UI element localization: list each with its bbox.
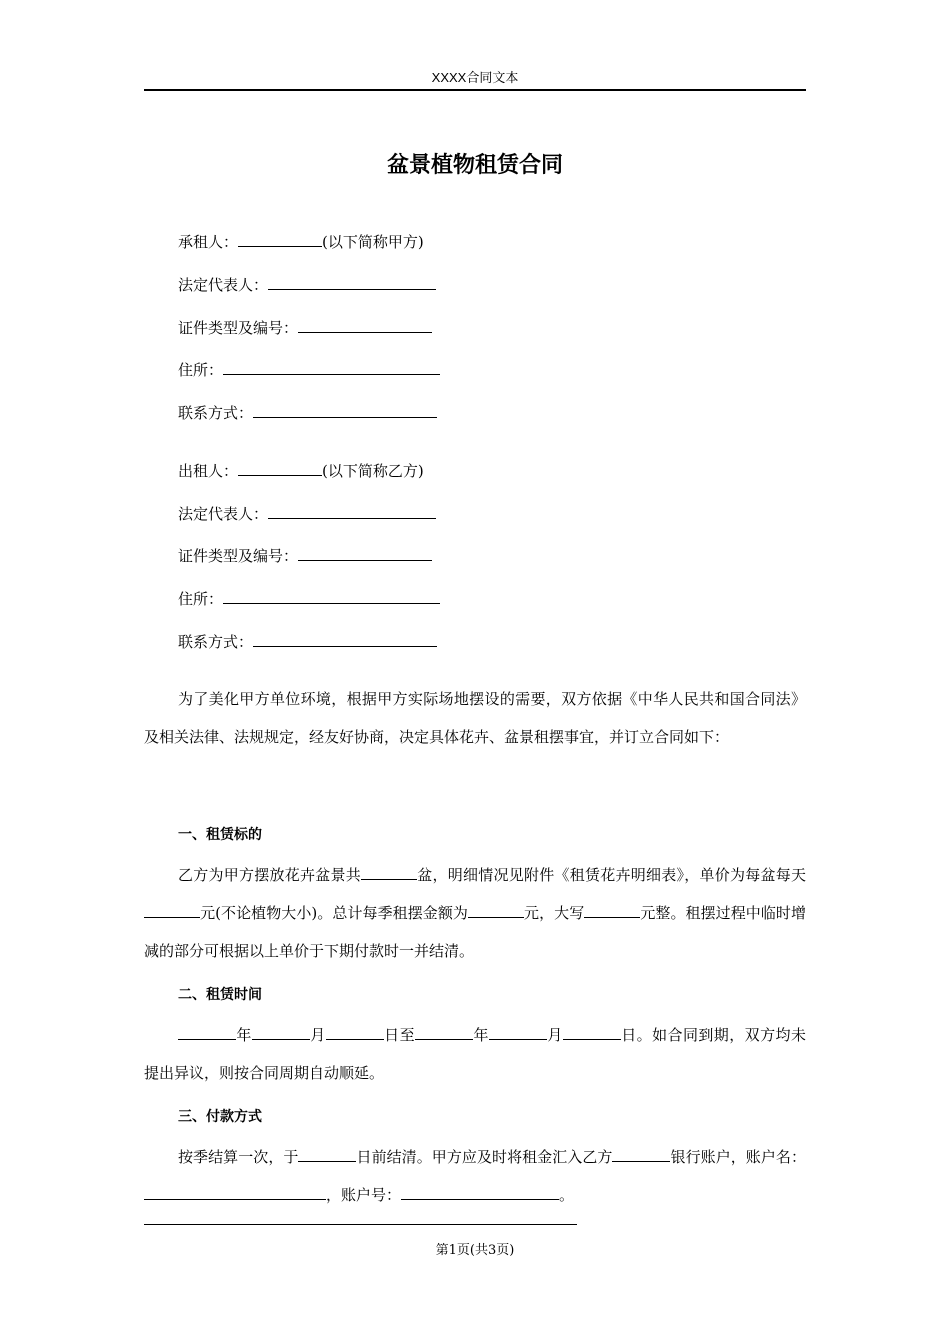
start-year-text: 年 bbox=[236, 1026, 252, 1044]
unit-price-blank[interactable] bbox=[144, 900, 200, 918]
party-a-name-blank[interactable] bbox=[238, 230, 322, 247]
party-b-addr-label: 住所： bbox=[178, 590, 224, 608]
party-a-addr-line bbox=[178, 358, 440, 380]
party-a-contact-label: 联系方式： bbox=[178, 404, 254, 422]
start-day-to-text: 日至 bbox=[383, 1026, 416, 1044]
pot-count-blank[interactable] bbox=[361, 862, 417, 880]
party-b-contact-label: 联系方式： bbox=[178, 633, 254, 651]
account-number-blank[interactable] bbox=[401, 1182, 559, 1200]
party-a-id-line bbox=[178, 316, 432, 338]
party-b-rep-blank[interactable] bbox=[268, 502, 436, 519]
end-month-text: 月 bbox=[546, 1026, 563, 1044]
party-b-rep-line bbox=[178, 502, 436, 524]
section-3-paragraph bbox=[144, 1138, 806, 1214]
end-year-blank[interactable] bbox=[415, 1022, 473, 1040]
account-name-blank[interactable] bbox=[144, 1182, 326, 1200]
bank-name-blank[interactable] bbox=[612, 1144, 670, 1162]
party-b-id-line bbox=[178, 544, 432, 566]
party-a-rep-label: 法定代表人： bbox=[178, 276, 269, 294]
party-a-addr-blank[interactable] bbox=[223, 358, 440, 375]
section-1-text-4: 元，大写 bbox=[523, 904, 585, 922]
section-3-heading: 三、付款方式 bbox=[178, 1109, 262, 1125]
party-b-addr-line bbox=[178, 587, 440, 609]
section-2-paragraph bbox=[144, 1016, 806, 1092]
party-b-name-label: 出租人： bbox=[178, 462, 239, 480]
section-1-text-5: 元整。租摆过程中临时增减的部分可根据以上单价于下期付款时一并结清。 bbox=[144, 904, 806, 960]
section-1-paragraph bbox=[144, 856, 806, 970]
party-b-contact-line bbox=[178, 630, 437, 652]
party-b-name-suffix: (以下简称乙方) bbox=[322, 462, 424, 480]
footer-divider bbox=[144, 1224, 577, 1225]
start-month-text: 月 bbox=[309, 1026, 326, 1044]
section-1-text-1: 乙方为甲方摆放花卉盆景共 bbox=[178, 866, 361, 884]
section-3-text-1: 按季结算一次，于 bbox=[178, 1148, 299, 1166]
party-b-id-blank[interactable] bbox=[298, 544, 432, 561]
party-a-name-suffix: (以下简称甲方) bbox=[322, 233, 424, 251]
section-1-text-2: 盆，明细情况见附件《租赁花卉明细表》，单价为每盆每天 bbox=[417, 866, 806, 884]
end-year-text: 年 bbox=[473, 1026, 489, 1044]
party-a-rep-blank[interactable] bbox=[268, 273, 436, 290]
amount-in-words-blank[interactable] bbox=[584, 900, 640, 918]
party-a-rep-line bbox=[178, 273, 436, 295]
party-b-name-line bbox=[178, 459, 424, 481]
section-1-text-3: 元(不论植物大小)。总计每季租摆金额为 bbox=[200, 904, 468, 922]
party-a-contact-blank[interactable] bbox=[253, 401, 437, 418]
end-month-blank[interactable] bbox=[489, 1022, 547, 1040]
page-header bbox=[144, 70, 806, 91]
document-title: 盆景植物租赁合同 bbox=[386, 153, 563, 178]
party-b-addr-blank[interactable] bbox=[223, 587, 440, 604]
party-b-name-blank[interactable] bbox=[238, 459, 322, 476]
section-2-heading: 二、租赁时间 bbox=[178, 987, 262, 1003]
section-1-heading: 一、租赁标的 bbox=[178, 827, 262, 843]
party-a-id-label: 证件类型及编号： bbox=[178, 319, 299, 337]
party-b-contact-blank[interactable] bbox=[253, 630, 437, 647]
section-3-text-3: 银行账户，账户名： bbox=[670, 1148, 806, 1166]
section-3-text-4: ，账户号： bbox=[326, 1186, 402, 1204]
payment-day-blank[interactable] bbox=[298, 1144, 356, 1162]
section-3-text-2: 日前结清。甲方应及时将租金汇入乙方 bbox=[356, 1148, 613, 1166]
start-year-blank[interactable] bbox=[178, 1022, 236, 1040]
page-number: 第1页(共3页) bbox=[435, 1243, 515, 1258]
start-day-blank[interactable] bbox=[326, 1022, 384, 1040]
season-total-blank[interactable] bbox=[468, 900, 524, 918]
party-a-addr-label: 住所： bbox=[178, 361, 224, 379]
party-a-id-blank[interactable] bbox=[298, 316, 432, 333]
section-2-end-text: 日。如合同到期，双方均未提出异议，则按合同周期自动顺延。 bbox=[144, 1026, 806, 1082]
header-text: XXXX合同文本 bbox=[431, 70, 519, 85]
party-a-contact-line bbox=[178, 401, 437, 423]
party-a-name-line bbox=[178, 230, 424, 252]
party-b-id-label: 证件类型及编号： bbox=[178, 547, 299, 565]
section-3-text-5: 。 bbox=[559, 1186, 575, 1204]
intro-paragraph: 为了美化甲方单位环境，根据甲方实际场地摆设的需要，双方依据《中华人民共和国合同法》及相关法律、法规规定，经友好协商，决定具体花卉、盆景租摆事宜，并订立合同如下： bbox=[144, 690, 806, 746]
start-month-blank[interactable] bbox=[252, 1022, 310, 1040]
end-day-blank[interactable] bbox=[563, 1022, 621, 1040]
party-a-name-label: 承租人： bbox=[178, 233, 239, 251]
party-b-rep-label: 法定代表人： bbox=[178, 505, 269, 523]
